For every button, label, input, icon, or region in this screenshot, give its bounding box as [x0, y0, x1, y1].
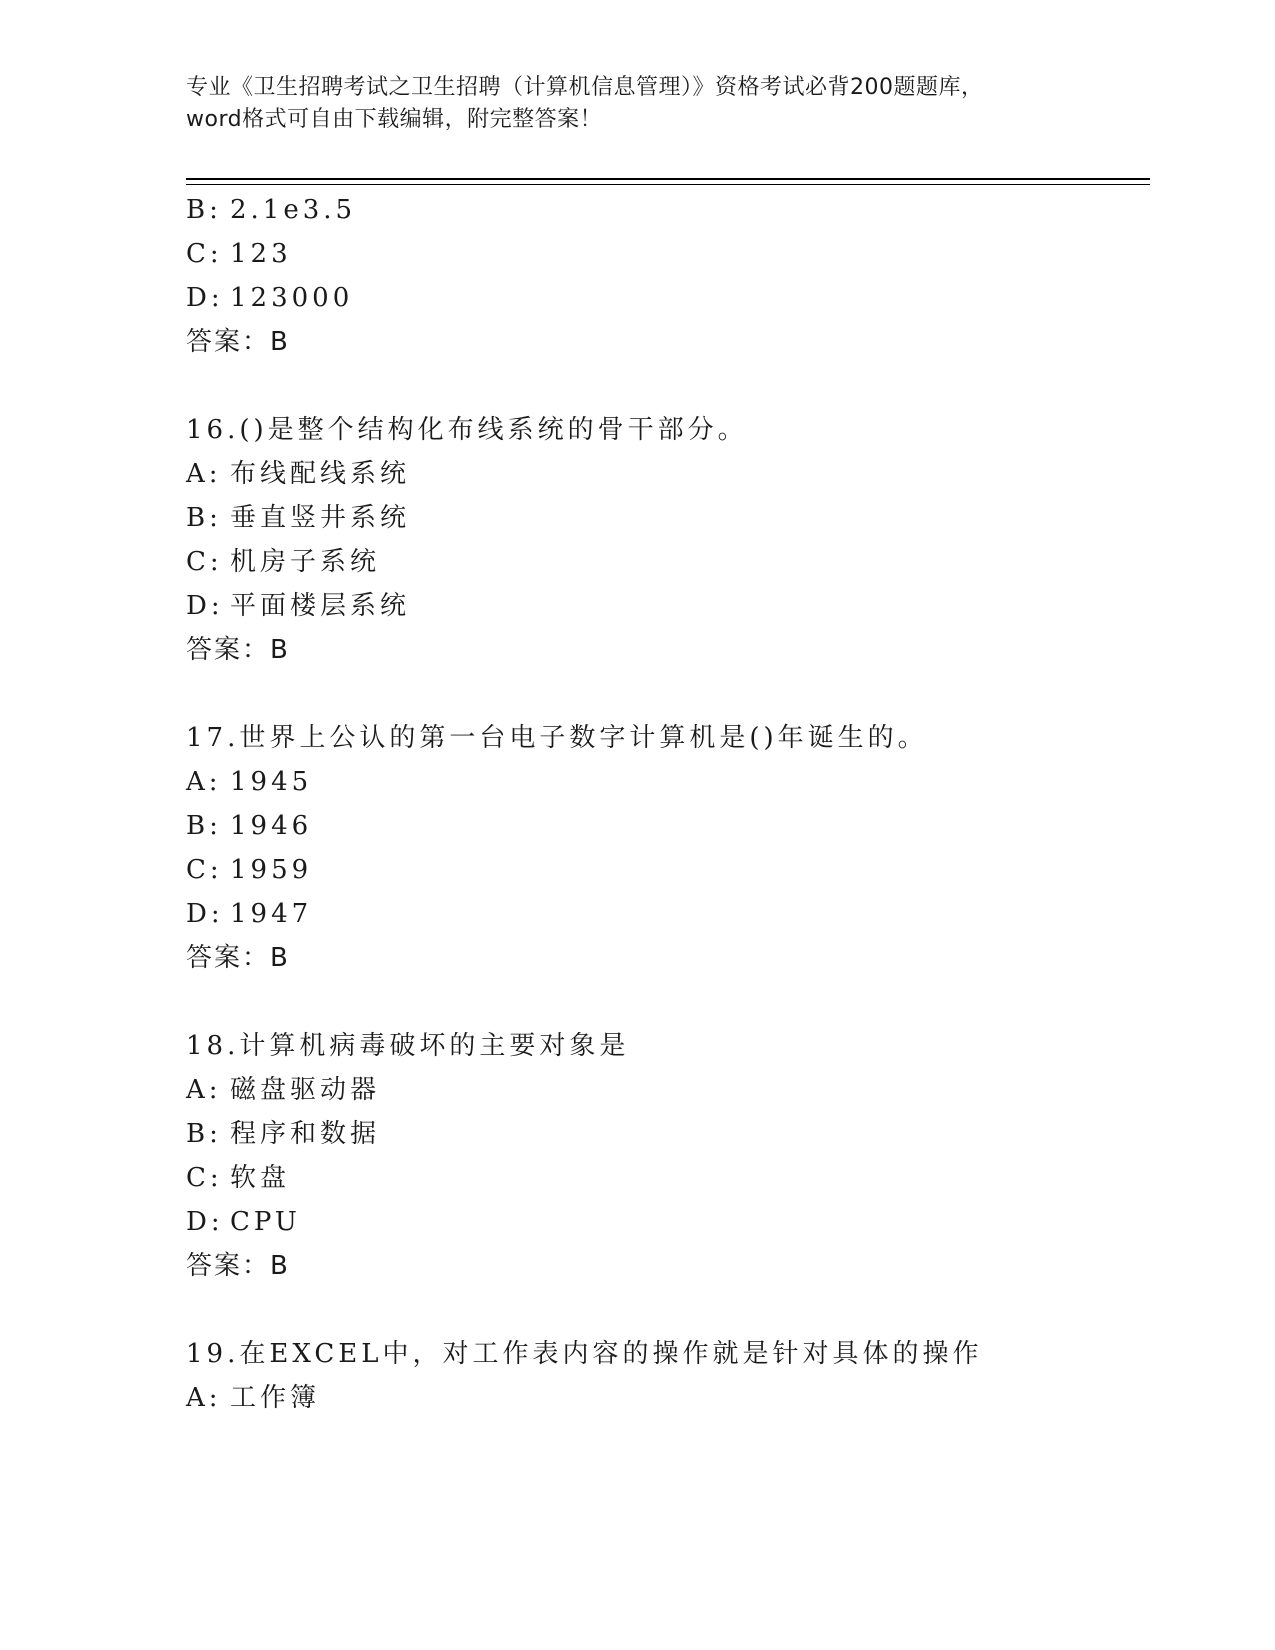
option-label: D:	[186, 1207, 224, 1237]
option-d	[186, 590, 410, 622]
option-label: A:	[186, 1075, 222, 1105]
option-text: 工作簿	[230, 1383, 321, 1413]
option-a	[186, 458, 410, 490]
answer-line: 答案：B	[186, 1251, 290, 1281]
option-label: B:	[186, 811, 222, 841]
option-d	[186, 1206, 301, 1238]
header-title-line-1: 专业《卫生招聘考试之卫生招聘（计算机信息管理）》资格考试必背200题题库，	[186, 75, 984, 100]
option-a	[186, 766, 312, 798]
option-a	[186, 1382, 320, 1414]
option-label: B:	[186, 503, 222, 533]
option-label: D:	[186, 591, 224, 621]
option-text: 垂直竖井系统	[230, 503, 411, 533]
option-label: D:	[186, 899, 224, 929]
option-text: 1945	[230, 767, 313, 797]
option-c	[186, 1162, 290, 1194]
option-text: 程序和数据	[230, 1119, 381, 1149]
option-text: CPU	[230, 1207, 301, 1237]
option-text: 机房子系统	[230, 547, 381, 577]
option-label: A:	[186, 459, 222, 489]
option-d	[186, 898, 312, 930]
answer-line: 答案：B	[186, 327, 290, 357]
option-label: C:	[186, 1163, 223, 1193]
option-label: D:	[186, 283, 224, 313]
header-title-line-2: word格式可自由下载编辑，附完整答案！	[186, 107, 603, 132]
option-text: 平面楼层系统	[230, 591, 411, 621]
header-rule-thick	[186, 178, 1150, 180]
option-b	[186, 810, 312, 842]
option-text: 布线配线系统	[230, 459, 411, 489]
answer-line: 答案：B	[186, 943, 290, 973]
option-text: 1946	[230, 811, 313, 841]
option-text: 1947	[230, 899, 313, 929]
option-label: B:	[186, 1119, 222, 1149]
option-label: C:	[186, 239, 223, 269]
question-16: 16.()是整个结构化布线系统的骨干部分。	[186, 415, 748, 445]
option-label: C:	[186, 547, 223, 577]
answer-line: 答案：B	[186, 635, 290, 665]
option-label: B:	[186, 195, 222, 225]
option-label: A:	[186, 767, 222, 797]
option-label: C:	[186, 855, 223, 885]
option-text: 2.1e3.5	[230, 195, 357, 225]
option-c	[186, 238, 292, 270]
option-text: 磁盘驱动器	[230, 1075, 381, 1105]
option-text: 123	[230, 239, 292, 269]
option-text: 软盘	[230, 1163, 291, 1193]
option-c	[186, 854, 312, 886]
option-c	[186, 546, 380, 578]
header-rule-thin	[186, 184, 1150, 185]
question-18: 18.计算机病毒破坏的主要对象是	[186, 1031, 630, 1061]
option-d	[186, 282, 353, 314]
option-b	[186, 502, 410, 534]
document-header	[186, 72, 1106, 136]
question-17: 17.世界上公认的第一台电子数字计算机是()年诞生的。	[186, 723, 928, 753]
option-text: 1959	[230, 855, 313, 885]
question-19: 19.在EXCEL中，对工作表内容的操作就是针对具体的操作	[186, 1339, 983, 1369]
option-text: 123000	[230, 283, 354, 313]
option-b	[186, 1118, 380, 1150]
option-label: A:	[186, 1383, 222, 1413]
option-a	[186, 1074, 380, 1106]
option-b	[186, 194, 356, 226]
